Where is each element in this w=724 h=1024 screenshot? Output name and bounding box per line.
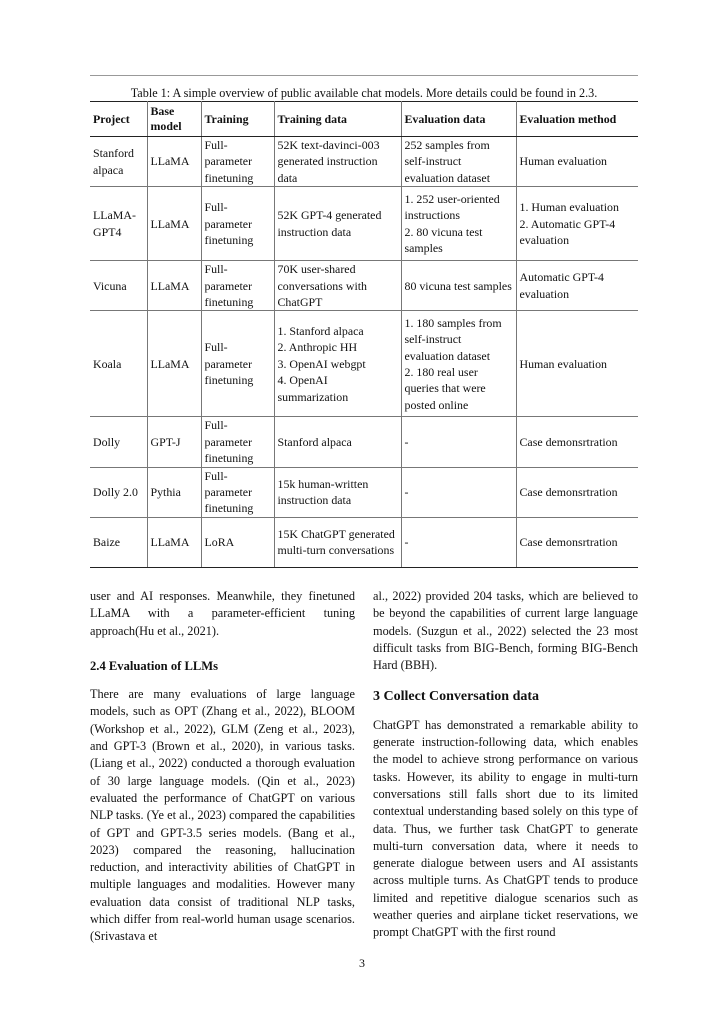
cell-training-data: 1. Stanford alpaca 2. Anthropic HH 3. OpenAI webgpt 4. OpenAI summarization [274, 311, 401, 417]
table-row [90, 467, 638, 517]
cell-base-model: GPT-J [147, 417, 201, 467]
left-column [90, 588, 355, 946]
cell-evaluation-data: - [401, 417, 516, 467]
cell-training: Full-parameter finetuning [201, 417, 274, 467]
cell-training: Full-parameter finetuning [201, 187, 274, 261]
chat-models-table [90, 101, 638, 568]
header-evaluation-data: Evaluation data [401, 102, 516, 137]
cell-project: Vicuna [90, 261, 147, 311]
body-paragraph: al., 2022) provided 204 tasks, which are believed to be beyond the capabilities of current large language models. (Suzgun et al., 2022) selected the 23 most difficult tasks from BIG-Bench, forming BIG-Bench Hard (BBH). [373, 589, 638, 673]
cell-evaluation-data: 1. 252 user-oriented instructions 2. 80 vicuna test samples [401, 187, 516, 261]
header-training: Training [201, 102, 274, 137]
cell-evaluation-method: Case demonsrtration [516, 517, 638, 567]
body-paragraph: There are many evaluations of large language models, such as OPT (Zhang et al., 2022), BLOOM (Workshop et al., 2022), GLM (Zeng et al., 2023), and GPT-3 (Brown et al., 2020), in various tasks. (Liang et al., 2022) conducted a thorough evaluation of 30 large language models. (Qin et al., 2023) evaluated the performance of ChatGPT on various NLP tasks. (Ye et al., 2023) compared the capabilities of GPT and GPT-3.5 series models. (Bang et al., 2023) compared the reasoning, hallucination reduction, and interactivity abilities of ChatGPT in multiple languages and modalities. However many evaluation data consist of traditional NLP tasks, which differ from real-world human usage scenarios. (Srivastava et [90, 687, 355, 944]
section-heading: 3 Collect Conversation data [373, 689, 540, 705]
header-training-data: Training data [274, 102, 401, 137]
header-project: Project [90, 102, 147, 137]
header-evaluation-method: Evaluation method [516, 102, 638, 137]
cell-training-data: Stanford alpaca [274, 417, 401, 467]
cell-evaluation-data: - [401, 467, 516, 517]
cell-project: Dolly 2.0 [90, 467, 147, 517]
cell-project: Baize [90, 517, 147, 567]
cell-training-data: 70K user-shared conversations with ChatGPT [274, 261, 401, 311]
page-number: 3 [359, 956, 365, 970]
cell-training: Full-parameter finetuning [201, 261, 274, 311]
cell-training: Full-parameter finetuning [201, 467, 274, 517]
cell-evaluation-method: 1. Human evaluation 2. Automatic GPT-4 evaluation [516, 187, 638, 261]
cell-base-model: Pythia [147, 467, 201, 517]
right-column [373, 588, 638, 942]
cell-base-model: LLaMA [147, 517, 201, 567]
section-heading: 2.4 Evaluation of LLMs [90, 658, 219, 673]
cell-project: LLaMA-GPT4 [90, 187, 147, 261]
table-row [90, 187, 638, 261]
cell-base-model: LLaMA [147, 187, 201, 261]
cell-project: Stanford alpaca [90, 137, 147, 187]
cell-training-data: 52K GPT-4 generated instruction data [274, 187, 401, 261]
cell-evaluation-data: 252 samples from self-instruct evaluation dataset [401, 137, 516, 187]
cell-evaluation-data: 1. 180 samples from self-instruct evaluation dataset 2. 180 real user queries that were posted online [401, 311, 516, 417]
cell-project: Dolly [90, 417, 147, 467]
top-rule [90, 75, 638, 76]
cell-evaluation-method: Case demonsrtration [516, 417, 638, 467]
table-row [90, 137, 638, 187]
cell-evaluation-method: Automatic GPT-4 evaluation [516, 261, 638, 311]
table-row [90, 517, 638, 567]
header-base-model: Base model [147, 102, 201, 137]
table-row [90, 311, 638, 417]
cell-evaluation-method: Case demonsrtration [516, 467, 638, 517]
cell-training-data: 52K text-davinci-003 generated instruction data [274, 137, 401, 187]
table-header-row [90, 102, 638, 137]
table-row [90, 261, 638, 311]
cell-training: LoRA [201, 517, 274, 567]
cell-training-data: 15k human-written instruction data [274, 467, 401, 517]
cell-evaluation-method: Human evaluation [516, 311, 638, 417]
cell-base-model: LLaMA [147, 137, 201, 187]
table-row [90, 417, 638, 467]
cell-evaluation-data: - [401, 517, 516, 567]
cell-project: Koala [90, 311, 147, 417]
cell-evaluation-method: Human evaluation [516, 137, 638, 187]
cell-training: Full-parameter finetuning [201, 137, 274, 187]
cell-training: Full-parameter finetuning [201, 311, 274, 417]
cell-training-data: 15K ChatGPT generated multi-turn conversations [274, 517, 401, 567]
body-paragraph: ChatGPT has demonstrated a remarkable ability to generate instruction-following data, which enables the model to achieve strong performance on various tasks. However, its ability to engage in multi-turn conversations still falls short due to its limited contextual understanding based solely on this type of data. Thus, we further task ChatGPT to generate multi-turn conversation data, where it needs to generate dialogue between users and AI assistants across multiple turns. As ChatGPT tends to produce limited and repetitive dialogue scenarios such as weather queries and airplane ticket reservations, we prompt ChatGPT with the first round [373, 717, 638, 940]
cell-base-model: LLaMA [147, 311, 201, 417]
table-caption: Table 1: A simple overview of public available chat models. More details could be found in 2.3. [130, 86, 598, 100]
cell-evaluation-data: 80 vicuna test samples [401, 261, 516, 311]
cell-base-model: LLaMA [147, 261, 201, 311]
body-paragraph: user and AI responses. Meanwhile, they finetuned LLaMA with a parameter-efficient tuning approach(Hu et al., 2021). [90, 589, 355, 638]
